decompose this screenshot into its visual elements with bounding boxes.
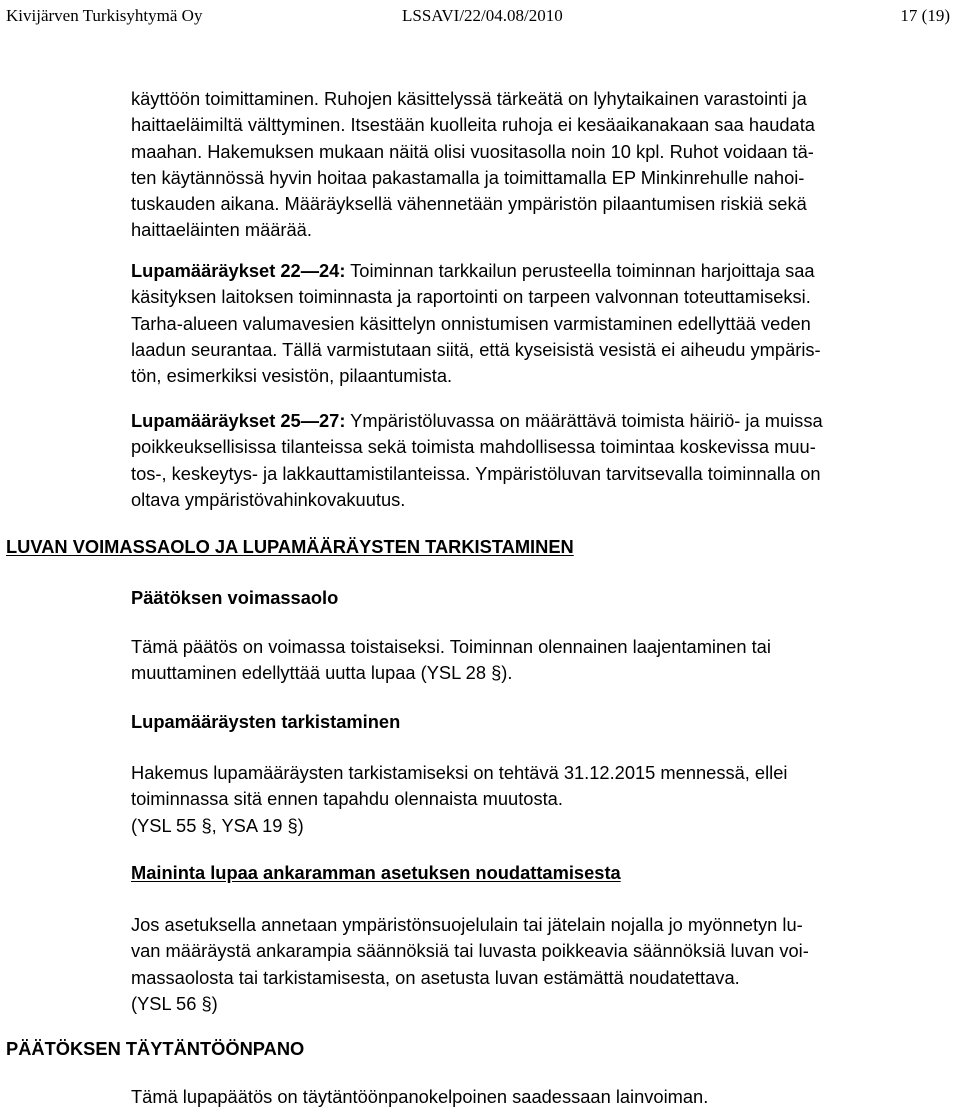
- text-line: laadun seurantaa. Tällä varmistutaan siitä, että kyseisistä vesistä ei aiheudu ympäris-: [131, 338, 821, 360]
- paragraph-label: Lupamääräykset 22—24:: [131, 260, 346, 281]
- paragraph-text: Ympäristöluvassa on määrättävä toimista häiriö- ja muissa: [345, 410, 823, 431]
- text-line: [131, 258, 953, 284]
- text-line: oltava ympäristövahinkovakuutus.: [131, 488, 406, 510]
- text-line: (YSL 56 §): [131, 992, 218, 1014]
- header-page-number: 17 (19): [900, 6, 950, 25]
- text-line: Tämä päätös on voimassa toistaiseksi. Toiminnan olennainen laajentaminen tai: [131, 636, 771, 657]
- paragraph-decision-validity: [131, 634, 953, 687]
- text-line: (YSL 55 §, YSA 19 §): [131, 814, 304, 836]
- text-line: tön, esimerkiksi vesistön, pilaantumista.: [131, 365, 453, 387]
- text-line: käsityksen laitoksen toiminnasta ja raportointi on tarpeen valvonnan toteuttamiseksi.: [131, 286, 811, 308]
- paragraph-review: [131, 760, 953, 839]
- paragraph-enforcement: [131, 1084, 953, 1110]
- text-line: van määräystä ankarampia säännöksiä tai luvasta poikkeavia säännöksiä luvan voi-: [131, 940, 809, 962]
- header-reference: LSSAVI/22/04.08/2010: [402, 6, 563, 25]
- paragraph-label: Lupamääräykset 25—27:: [131, 410, 346, 431]
- text-line: Hakemus lupamääräysten tarkistamiseksi on tehtävä 31.12.2015 mennessä, ellei: [131, 762, 788, 783]
- text-line: [131, 408, 953, 434]
- subheading-review: Lupamääräysten tarkistaminen: [131, 711, 401, 732]
- text-line: ten käytännössä hyvin hoitaa pakastamalla ja toimittamalla EP Minkinrehulle nahoi-: [131, 166, 805, 188]
- text-line: haittaeläimiltä välttyminen. Itsestään kuolleita ruhoja ei kesäaikanakaan saa haudata: [131, 114, 815, 136]
- text-line: muuttaminen edellyttää uutta lupaa (YSL 28 §).: [131, 662, 513, 684]
- text-line: massaolosta tai tarkistamisesta, on asetusta luvan estämättä noudatettava.: [131, 966, 740, 988]
- intro-paragraph: [131, 86, 953, 244]
- subheading-decision-validity: Päätöksen voimassaolo: [131, 587, 339, 608]
- section-heading-validity: LUVAN VOIMASSAOLO JA LUPAMÄÄRÄYSTEN TARKISTAMINEN: [6, 536, 574, 557]
- paragraph-text: Toiminnan tarkkailun perusteella toiminnan harjoittaja saa: [345, 260, 815, 281]
- text-line: Jos asetuksella annetaan ympäristönsuojelulain tai jätelain nojalla jo myönnetyn lu-: [131, 914, 803, 935]
- text-line: toiminnassa sitä ennen tapahdu olennaista muutosta.: [131, 788, 563, 810]
- text-line: käyttöön toimittaminen. Ruhojen käsittelyssä tärkeätä on lyhytaikainen varastointi ja: [131, 88, 807, 109]
- paragraph-regulations-22-24: [131, 258, 953, 389]
- text-line: poikkeuksellisissa tilanteissa sekä toimista mahdollisessa toimintaa koskevissa muu-: [131, 436, 816, 458]
- text-line: Tarha-alueen valumavesien käsittelyn onnistumisen varmistaminen edellyttää veden: [131, 312, 811, 334]
- section-heading-enforcement: PÄÄTÖKSEN TÄYTÄNTÖÖNPANO: [6, 1038, 305, 1059]
- header-company: Kivijärven Turkisyhtymä Oy: [6, 6, 203, 25]
- paragraph-regulations-25-27: [131, 408, 953, 513]
- text-line: haittaeläinten määrää.: [131, 219, 312, 241]
- text-line: tos-, keskeytys- ja lakkauttamistilanteissa. Ympäristöluvan tarvitsevalla toiminnalla on: [131, 462, 821, 484]
- text-line: Tämä lupapäätös on täytäntöönpanokelpoinen saadessaan lainvoiman.: [131, 1086, 709, 1107]
- page-header: [6, 4, 954, 28]
- text-line: maahan. Hakemuksen mukaan näitä olisi vuositasolla noin 10 kpl. Ruhot voidaan tä-: [131, 140, 814, 162]
- subheading-stricter-regulation: Maininta lupaa ankaramman asetuksen noudattamisesta: [131, 862, 621, 883]
- text-line: tuskauden aikana. Määräyksellä vähennetään ympäristön pilaantumisen riskiä sekä: [131, 193, 807, 215]
- paragraph-stricter-regulation: [131, 912, 953, 1017]
